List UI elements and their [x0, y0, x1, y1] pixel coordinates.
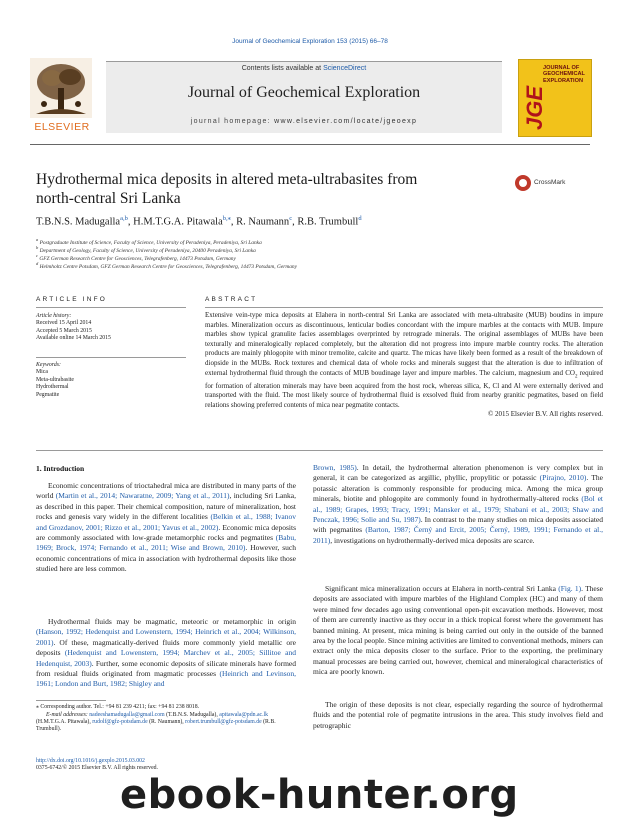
- abstract-subscript: 2: [574, 373, 578, 379]
- doi-link[interactable]: http://dx.doi.org/10.1016/j.gexplo.2015.03.002: [36, 758, 145, 764]
- history-label: Article history:: [36, 313, 72, 319]
- affiliation-text: Department of Geology, Faculty of Science, University of Peradeniya, 20400 Peradeniya, Sri Lanka: [39, 247, 256, 254]
- author-separator: ,: [127, 216, 134, 228]
- abstract-bottom-divider: [36, 450, 603, 451]
- citation-link[interactable]: robert.trumbull@gfz-potsdam.de: [185, 719, 262, 726]
- article-title: [36, 170, 476, 208]
- cover-title: JOURNAL OF GEOCHEMICAL EXPLORATION: [543, 65, 585, 84]
- affiliation-sup: a: [36, 237, 39, 242]
- paragraph-text: (R. Naumann),: [147, 719, 186, 726]
- author-list: [36, 214, 576, 228]
- citation-link[interactable]: rudolf@gfz-potsdam.de: [92, 719, 148, 726]
- corresponding-author-note: ⁎ Corresponding author. Tel.: +94 81 239 4211; fax: +94 81 238 8018.: [36, 704, 200, 710]
- paragraph-text: , including Sri Lanka, as described in this paper. Their chemical composition, nature of mineralization, host rocks and genesis vary widely in the different localities: [36, 491, 296, 522]
- contents-line: [106, 65, 502, 72]
- journal-reference[interactable]: Journal of Geochemical Exploration 153 (2015) 66–78: [232, 38, 388, 45]
- header-divider: [30, 144, 590, 145]
- author-name[interactable]: R. Naumann: [236, 216, 290, 228]
- crossmark-label[interactable]: CrossMark: [534, 179, 566, 186]
- intro-paragraph: [36, 617, 296, 690]
- citation-link[interactable]: (Barton, 1987; Černý and Ercit, 2005; Černý, 1989, 1991; Fernando et al., 2011): [313, 525, 604, 545]
- author-name[interactable]: H.M.T.G.A. Pitawala: [133, 216, 223, 228]
- paragraph-text: . In contrast to the many studies on mica deposits associated with pegmatites: [313, 515, 603, 535]
- keyword: Pegmatite: [36, 391, 60, 398]
- affiliation-text: Helmholtz Centre Potsdam, GFZ German Research Centre for Geosciences, Telegrafenberg, 14473 Potsdam, Germany: [39, 263, 298, 270]
- paragraph-text: , investigations on hydrothermally-derived mica deposits are scarce.: [330, 535, 535, 545]
- email-label: E-mail addresses:: [46, 712, 90, 718]
- email-addresses: [36, 712, 296, 734]
- citation-link[interactable]: (Martin et al., 2014; Nawaratne, 2009; Yang et al., 2011): [55, 491, 230, 501]
- crossmark-icon[interactable]: [515, 175, 531, 191]
- abstract-body: Extensive vein-type mica deposits at Elahera in north-central Sri Lanka are associated with meta-ultrabasite (MUB) boudins in impure marbles. Mineralization occurs as discontinuous, lenticular bodies concordant with the impure marbles at the contacts with MUB. Impure marbles show typical granulite facies assemblages overprinted by retrograde minerals. The original assemblages of MUBs have been texturally and mineralogically replaced completely, but the alteration did not progress into impure marble country rocks. The alteration products are mainly phlogopite with minor tremolite, calcite and quartz. The micas have likely been formed as a result of the breakdown of diopside in the MUBs. Rock textures and chemical data of whole rocks and minerals suggest that the alteration is due to infiltration of external hydrothermal fluid through the contacts of MUB boudinage layer and impure marbles. The calcium, magnesium and CO: [205, 311, 603, 377]
- keyword: Hydrothermal: [36, 384, 69, 391]
- affiliation-text: GFZ German Research Centre for Geosciences, Telegrafenberg, 14473 Potsdam, Germany: [39, 255, 236, 262]
- article-title-line-1: Hydrothermal mica deposits in altered meta-ultrabasites from: [36, 171, 418, 188]
- elsevier-wordmark: ELSEVIER: [34, 121, 90, 133]
- author-affil-sup[interactable]: a,b: [120, 215, 128, 222]
- citation-link[interactable]: (Fig. 1): [558, 584, 582, 593]
- citation-link[interactable]: nadeeshamadugalla@gmail.com: [89, 712, 165, 718]
- cover-abbreviation: JGE: [522, 85, 547, 130]
- article-title-line-2: north-central Sri Lanka: [36, 190, 181, 207]
- intro-paragraph: [36, 481, 296, 575]
- introduction-heading: 1. Introduction: [36, 464, 85, 473]
- article-info-heading: ARTICLE INFO: [36, 296, 108, 303]
- abstract-text: [205, 311, 603, 420]
- citation-link[interactable]: (Heinrich and Levinson, 1961; London and Burt, 1982; Shigley and: [36, 669, 296, 689]
- sciencedirect-link[interactable]: ScienceDirect: [323, 65, 367, 72]
- paragraph-text: . However, such economic concentrations of mica in association with hydrothermal deposits like those studied here are less common.: [36, 543, 297, 574]
- journal-cover-thumbnail[interactable]: [518, 59, 592, 137]
- abstract-heading: ABSTRACT: [205, 296, 258, 303]
- abstract-body: required for formation of alteration minerals may have been acquired from the host rock, whereas silica, K, Cl and Al were externally derived and transported with the fluid. The most likely source of hydrothermal fluid is exsolved fluid from nearby granitic pegmatites, based on field relations showing preferred contents of mica near pegmatite contacts.: [205, 368, 603, 409]
- citation-link[interactable]: apitawala@pdn.ac.lk: [219, 712, 269, 718]
- paragraph-text: Economic concentrations of trioctahedral mica are distributed in many parts of the world: [36, 481, 296, 501]
- intro-paragraph: [313, 463, 603, 546]
- article-info-divider: [36, 357, 186, 358]
- abstract-divider: [205, 307, 603, 308]
- paragraph-text: Significant mica mineralization occurs at Elahera in north-central Sri Lanka: [325, 584, 559, 593]
- author-separator: ,: [230, 216, 237, 228]
- citation-link[interactable]: (Hanson, 1992; Hedenquist and Lowenstern, 1994; Heinrich et al., 2004; Wilkinson, 2001): [36, 627, 296, 647]
- affiliation-text: Postgraduate Institute of Science, Faculty of Science, University of Peradeniya, Peradeniya, Sri Lanka: [39, 239, 262, 246]
- keyword: Mica: [36, 369, 48, 376]
- citation-link[interactable]: (Belkin et al., 1988; Ivanov and Grozdanov, 2001; Rizzo et al., 2001; Yavus et al., 2002): [36, 512, 296, 532]
- abstract-copyright: © 2015 Elsevier B.V. All rights reserved.: [487, 410, 603, 419]
- paragraph-text: . Further, some economic deposits of silicate minerals have formed from residual fluids originated from magmatic processes: [36, 658, 296, 679]
- paragraph-text: . These deposits are associated with impure marbles of the Highland Complex (HC) and many of them were mined few decades ago using conventional open-pit excavation methods. However, most of them are currently inactive as they occur in a thick tropical forest where the government has banned mining. At present, mica mining is being carried out only in the outside of the banned area by the local people. Since mining activities are limited to conventional methods, miners can extract only the mica deposits closer to the surface. Prior to the exporting, the preliminary manual processes are being carried out, however, chemical and mineralogical characteristics of mica are poorly known.: [313, 584, 603, 677]
- contents-prefix: Contents lists available at: [241, 65, 324, 72]
- citation-link[interactable]: (Babu, 1969; Brock, 1974; Fernando et al., 2011; Wise and Brown, 2010): [36, 533, 296, 553]
- affiliation: [36, 261, 576, 270]
- footnote-divider: [36, 700, 106, 701]
- citation-link[interactable]: (Bol et al., 1989; Grapes, 1993; Tracy, 1991; Mansker et al., 1979; Shabani et al., 2003; Shaw and Penczak, 1996; Solie and Su, 1987): [313, 494, 603, 525]
- affiliation-sup: b: [36, 245, 39, 250]
- journal-homepage: [106, 118, 502, 125]
- citation-link[interactable]: Brown, 1985): [313, 463, 357, 472]
- paragraph-text: (T.B.N.S. Madugalla),: [164, 712, 220, 718]
- paragraph-text: The origin of these deposits is not clear, especially regarding the source of hydrothermal fluids and the potential role of pegmatite intrusions in the area. This study involves field and petrographic: [313, 700, 603, 730]
- intro-paragraph: [313, 584, 603, 678]
- paragraph-text: . Economic mica deposits are commonly associated with low-grade metamorphic rocks and pegmatites: [36, 522, 296, 543]
- author-affil-sup[interactable]: c: [289, 215, 293, 222]
- author-name[interactable]: R.B. Trumbull: [297, 216, 359, 228]
- paragraph-text: (R.B. Trumbull).: [36, 719, 276, 733]
- paragraph-text: (H.M.T.G.A. Pitawala),: [36, 719, 93, 726]
- affiliation-sup: c: [36, 253, 38, 258]
- issn-copyright: 0375-6742/© 2015 Elsevier B.V. All rights reserved.: [36, 765, 158, 772]
- paragraph-text: . The potassic alteration is commonly responsible for producing mica. Among the mica group minerals, biotite and phlogopite are commonly found in hydrothermally-altered rocks: [313, 473, 603, 504]
- watermark-text: ebook-hunter.org: [120, 772, 519, 818]
- paragraph-text: . Of these, magmatically-derived fluids more commonly yield metallic ore deposits: [36, 637, 296, 658]
- affiliation-sup: d: [36, 261, 39, 266]
- citation-link[interactable]: (Pirajno, 2010): [539, 473, 587, 483]
- article-info-divider: [36, 307, 186, 308]
- author-name[interactable]: T.B.N.S. Madugalla: [36, 216, 121, 228]
- keywords-label: Keywords:: [36, 362, 61, 368]
- paragraph-text: . In detail, the hydrothermal alteration phenomenon is very complex but in general, it can be categorized as argillic, phyllic, propylitic or potassic: [313, 463, 603, 483]
- author-separator: ,: [292, 216, 298, 228]
- online-date: Available online 14 March 2015: [36, 335, 111, 342]
- accepted-date: Accepted 5 March 2015: [36, 327, 92, 334]
- homepage-prefix: journal homepage:: [190, 118, 275, 125]
- author-affil-sup[interactable]: b,⁎: [222, 215, 231, 222]
- intro-paragraph: [313, 700, 603, 731]
- article-history: [36, 313, 176, 343]
- author-affil-sup[interactable]: d: [358, 215, 362, 222]
- journal-title: Journal of Geochemical Exploration: [187, 84, 421, 101]
- keyword: Meta-ultrabasite: [36, 376, 74, 383]
- article-identifiers: [36, 758, 306, 772]
- keywords: [36, 362, 176, 399]
- received-date: Received 15 April 2014: [36, 320, 92, 327]
- elsevier-tree-logo: [30, 58, 92, 118]
- paragraph-text: Hydrothermal fluids may be magmatic, meteoric or metamorphic in origin: [48, 617, 296, 626]
- homepage-link[interactable]: www.elsevier.com/locate/jgeoexp: [274, 118, 418, 125]
- citation-link[interactable]: (Hedenquist and Lowenstern, 1994; Marchev et al., 2005; Sillitoe and Hedenquist, 2003): [36, 648, 296, 668]
